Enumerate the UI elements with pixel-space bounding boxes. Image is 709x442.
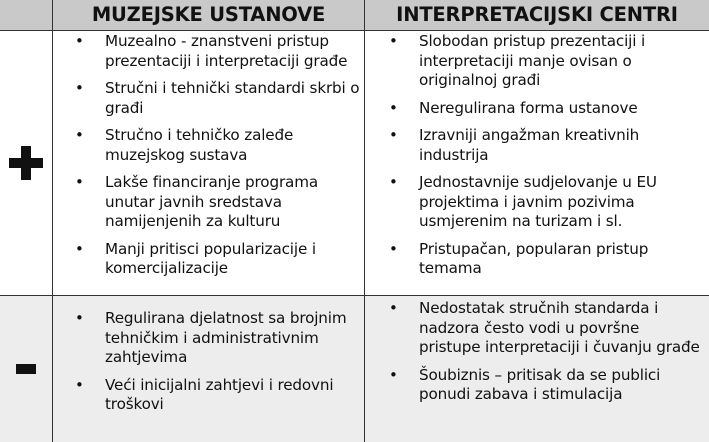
header-museums: MUZEJSKE USTANOVE <box>53 0 365 31</box>
list-item: • Muzealno - znanstveni pristup prezentaciji i interpretaciji građe <box>53 32 364 71</box>
minus-icon <box>16 364 36 374</box>
minus-museums-list <box>53 309 364 415</box>
list-item: • Slobodan pristup prezentaciji i interpretaciji manje ovisan o originalnoj građi <box>365 32 709 91</box>
header-interpretation-centers: INTERPRETACIJSKI CENTRI <box>365 0 709 31</box>
minus-centers-list <box>365 299 709 405</box>
list-item: • Nedostatak stručnih standarda i nadzora često vodi u površne pristupe interpretaciji i čuvanju građe <box>365 299 709 358</box>
minus-museums-cell <box>53 296 365 442</box>
list-item: • Pristupačan, popularan pristup temama <box>365 240 709 279</box>
list-item: • Stručno i tehničko zaleđe muzejskog sustava <box>53 126 364 165</box>
list-item: • Lakše financiranje programa unutar javnih sredstava namijenjenih za kulturu <box>53 173 364 232</box>
plus-icon <box>9 146 43 180</box>
list-item: • Jednostavnije sudjelovanje u EU projektima i javnim pozivima usmjerenim na turizam i sl. <box>365 173 709 232</box>
list-item: • Stručni i tehnički standardi skrbi o građi <box>53 79 364 118</box>
plus-row-sign-cell <box>0 31 53 296</box>
list-item: • Izravniji angažman kreativnih industrija <box>365 126 709 165</box>
list-item: • Veći inicijalni zahtjevi i redovni troškovi <box>53 376 364 415</box>
minus-centers-cell <box>365 296 709 442</box>
list-item: • Manji pritisci popularizacije i komercijalizacije <box>53 240 364 279</box>
plus-museums-cell <box>53 31 365 296</box>
plus-centers-list <box>365 32 709 279</box>
header-corner-cell <box>0 0 53 31</box>
minus-row-sign-cell <box>0 296 53 442</box>
plus-museums-list <box>53 32 364 279</box>
list-item: • Neregulirana forma ustanove <box>365 99 709 119</box>
plus-centers-cell <box>365 31 709 296</box>
list-item: • Regulirana djelatnost sa brojnim tehničkim i administrativnim zahtjevima <box>53 309 364 368</box>
list-item: • Šoubiznis – pritisak da se publici ponudi zabava i stimulacija <box>365 366 709 405</box>
